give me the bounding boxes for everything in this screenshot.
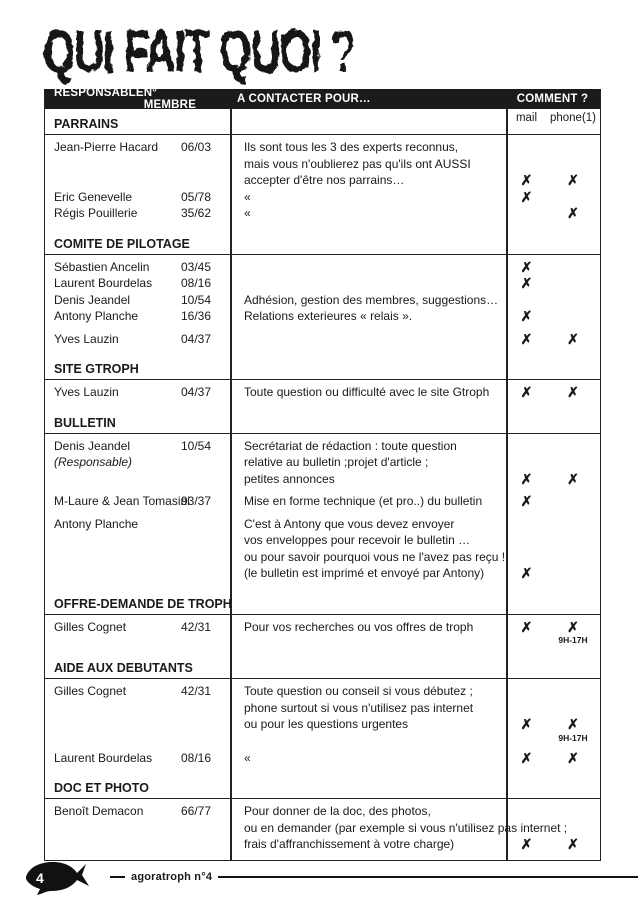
footer-rule [218,876,638,878]
contact-reason: Pour donner de la doc, des photos, ou en demander (par exemple si vous n'utilisez pas internet ; frais d'affranchissement à votre charge) [244,804,568,851]
responsable-role: (Responsable) [54,455,133,469]
phone-x-mark: ✗ [567,172,579,188]
member-number: 04/37 [180,331,211,346]
table-row [45,803,600,853]
mail-x-mark: ✗ [520,172,533,188]
header-responsable: RESPONSABLE [54,87,144,99]
responsable-name: Gilles Cognet [54,619,127,634]
responsable-name: Antony Planche [54,309,139,323]
section-header: SITE GTROPH [45,354,600,380]
responsable-name: Laurent Bourdelas [54,750,153,765]
table-row [45,205,600,222]
mail-x-mark: ✗ [520,565,533,581]
member-number: 08/16 [180,750,211,765]
section-header: BULLETIN [45,408,600,434]
mail-x-mark: ✗ [520,258,533,275]
header-left-group [45,87,230,111]
mail-x-mark: ✗ [520,618,533,635]
responsable-name: Jean-Pierre Hacard [54,140,159,154]
header-contacter: A CONTACTER POUR… [237,93,371,105]
responsable-name: Antony Planche [54,516,139,531]
member-number: 08/16 [180,276,211,290]
member-number: 10/54 [180,292,211,307]
responsable-name: Denis Jeandel (Responsable) [45,438,176,488]
mail-column-label: mail [515,112,538,124]
table-row [45,139,600,189]
subheader-row [45,109,600,135]
phone-x-mark: ✗ [567,836,579,852]
contact-reason: C'est à Antony que vous devez envoyer vos enveloppes pour recevoir le bulletin … ou pour savoir pourquoi vous ne l'avez pas reçu ! (le bulletin est imprimé et envoyé par Antony) [244,516,506,580]
mail-x-mark: ✗ [520,384,533,400]
mail-x-mark: ✗ [520,188,533,205]
responsable-name: Sébastien Ancelin [54,259,150,274]
contact-reason: Relations exterieures « relais ». [244,309,413,323]
ditto-mark: « [244,206,251,220]
section-header: DOC ET PHOTO [45,773,600,799]
table-header-bar [45,89,600,109]
table-row [45,308,600,325]
contact-reason: Ils sont tous les 3 des experts reconnus, mais vous n'oublierez pas qu'ils ont AUSSI accepter d'être nos parrains… [244,140,471,187]
section-header: OFFRE-DEMANDE DE TROPH [45,589,600,615]
table-row [45,275,600,292]
phone-x-mark: ✗ [567,470,579,487]
contact-reason: Mise en forme technique (et pro..) du bulletin [244,494,483,508]
contact-reason: Toute question ou difficulté avec le site Gtroph [244,385,490,399]
section-bulletin [45,434,600,589]
contact-reason: Adhésion, gestion des membres, suggestions… [244,292,499,307]
section-header: COMITE DE PILOTAGE [45,229,600,255]
section-parrains [45,135,600,229]
table-row [45,750,600,767]
member-number: 05/78 [180,189,211,204]
who-does-what-table [44,89,601,861]
member-number: 10/54 [180,438,211,453]
member-number: 04/37 [180,385,211,399]
table-row [45,189,600,206]
contact-reason: Toute question ou conseil si vous débutez ; phone surtout si vous n'utilisez pas internet ou pour les questions urgentes [244,684,474,731]
mail-x-mark: ✗ [520,749,533,766]
phone-x-mark: ✗ [567,618,579,635]
member-number: 35/62 [180,206,211,220]
section-site-gtroph [45,380,600,408]
responsable-name: Régis Pouillerie [54,206,138,220]
responsable-name: Laurent Bourdelas [54,276,153,290]
issue-label: agoratroph n°4 [131,871,213,883]
table-row [45,516,600,582]
table-row [45,331,600,348]
ditto-mark: « [244,189,251,204]
ditto-mark: « [244,750,251,765]
section-offre-demande [45,615,600,654]
phone-x-mark: ✗ [567,716,579,732]
table-row [45,493,600,510]
table-row [45,384,600,401]
mail-x-mark: ✗ [520,716,533,732]
responsable-name: Eric Genevelle [54,189,133,204]
responsable-name: Yves Lauzin [54,385,119,399]
header-comment: COMMENT ? [516,93,589,105]
table-row [45,292,600,309]
member-number: 42/31 [180,619,211,634]
responsable-name: Gilles Cognet [54,684,127,698]
contact-reason: Secrétariat de rédaction : toute question relative au bulletin ;projet d'article ; petites annonces [244,438,457,486]
phone-column-label: phone(1) [549,112,597,124]
mail-x-mark: ✗ [520,275,533,291]
section-doc-photo [45,799,600,860]
mail-x-mark: ✗ [520,470,533,487]
table-row [45,619,600,647]
page-title-art [40,20,420,86]
section-header: AIDE AUX DEBUTANTS [45,653,600,679]
page-footer [22,856,638,898]
responsable-name: Yves Lauzin [54,331,119,346]
table-row [45,438,600,488]
page-number: 4 [36,870,44,886]
section-header: PARRAINS [54,117,119,131]
fish-logo-icon [22,858,102,896]
mail-x-mark: ✗ [520,493,533,509]
member-number: 66/77 [180,804,211,818]
responsable-name: Denis Jeandel [54,292,131,307]
mail-x-mark: ✗ [520,330,533,347]
responsable-name: Benoît Demacon [54,804,144,818]
member-number: 42/31 [180,684,211,698]
phone-x-mark: ✗ [567,205,579,221]
member-number: 93/37 [180,494,211,508]
phone-hours-note: 9H-17H [558,635,588,645]
member-number: 06/03 [180,140,211,154]
mail-x-mark: ✗ [520,836,533,852]
page-title [40,20,420,86]
mail-x-mark: ✗ [520,308,533,324]
page-title-text: QUI FAIT QUOI ? [42,20,356,85]
phone-x-mark: ✗ [567,330,579,347]
responsable-name: M-Laure & Jean Tomasini [54,494,190,508]
table-row [45,683,600,744]
member-number: 16/36 [180,309,211,323]
section-aide-debutants [45,679,600,773]
section-comite [45,255,600,355]
footer-rule [110,876,125,878]
header-membre: N° MEMBRE [143,87,197,111]
contact-reason: Pour vos recherches ou vos offres de troph [244,619,474,634]
phone-hours-note: 9H-17H [558,732,588,743]
phone-x-mark: ✗ [567,749,579,766]
table-row [45,259,600,276]
member-number: 03/45 [180,259,211,274]
phone-x-mark: ✗ [567,384,579,400]
